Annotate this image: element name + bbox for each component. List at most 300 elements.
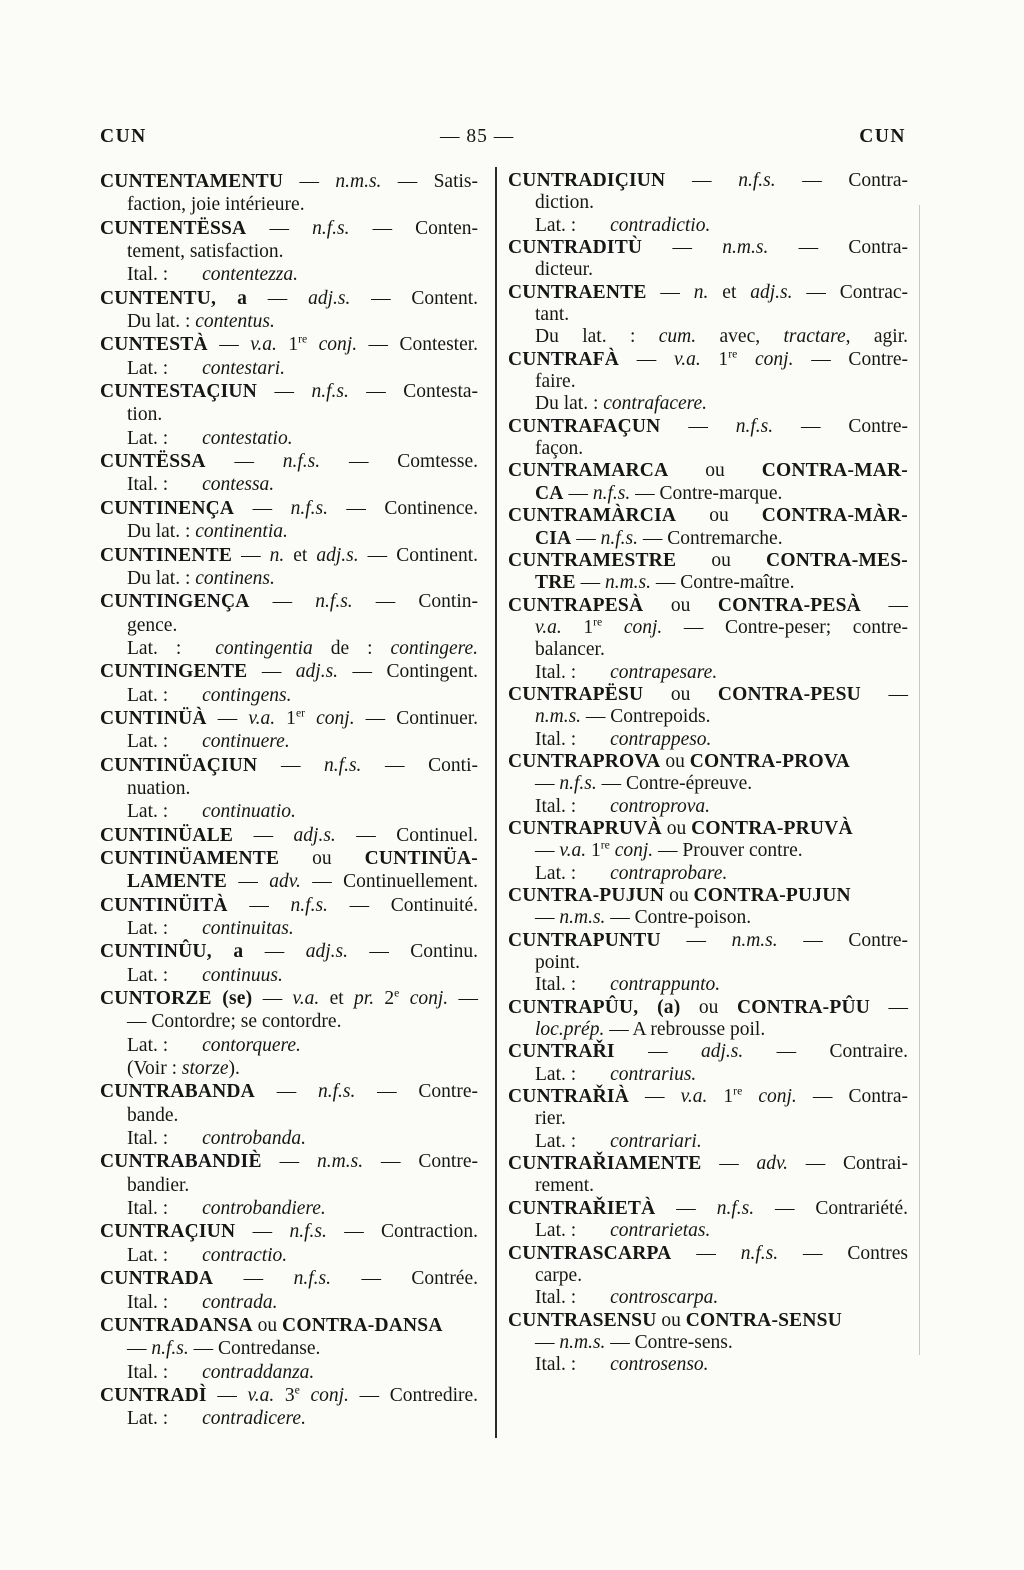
entry-line: Ital. : contrada. (127, 1291, 278, 1313)
text-run: re (728, 347, 738, 361)
entry-line: CUNTRAPUNTU — n.m.s. — Contre- (508, 929, 908, 951)
headword-text: CONTRA-PROVA (689, 750, 850, 772)
italic-text: conj. (614, 840, 654, 862)
dictionary-entry (100, 940, 478, 987)
dictionary-entry (508, 170, 908, 237)
dictionary-entry (100, 333, 478, 380)
dictionary-entry (100, 1267, 478, 1314)
column-divider (495, 167, 497, 1438)
text-run: er (295, 706, 306, 720)
italic-text: adj.s. (308, 287, 351, 309)
italic-text: n.f.s. (293, 1268, 331, 1290)
entry-line: CUNTRAŘI — adj.s. — Contraire. (508, 1041, 909, 1063)
dictionary-entry (508, 237, 908, 282)
headword-text: CUNTRASCARPA (508, 1242, 672, 1264)
entry-line: CUNTRADITÙ — n.m.s. — Contra- (508, 237, 908, 259)
entry-line: bandier. (127, 1174, 190, 1196)
entry-line: CUNTINENTE — n. et adj.s. — Continent. (100, 544, 478, 566)
dictionary-entry (508, 1198, 908, 1243)
entry-line: CUNTRADA — n.f.s. — Contrée. (100, 1268, 478, 1290)
dictionary-entry (508, 1243, 908, 1310)
italic-text: controbanda. (202, 1128, 306, 1150)
dictionary-entry (508, 1086, 908, 1153)
dictionary-entry (508, 416, 908, 461)
italic-text: contrada. (202, 1291, 278, 1313)
entry-line: CUNTINÜAÇIUN — n.f.s. — Conti- (100, 754, 478, 776)
entry-line: CUNTINGENTE — adj.s. — Contingent. (100, 661, 478, 683)
italic-text: contorquere. (202, 1034, 301, 1056)
dictionary-entry (508, 550, 908, 595)
italic-text: n.f.s. (716, 1197, 755, 1219)
headword-text: CUNTINENTE (100, 544, 233, 566)
dictionary-entry (508, 595, 908, 684)
headword-text: CUNTINGENÇA (100, 591, 250, 613)
entry-line: Lat. : contractio. (127, 1244, 288, 1266)
entry-line: diction. (535, 192, 595, 214)
dictionary-entry (100, 1150, 478, 1220)
headword-text: CUNTRA-PUJUN (508, 885, 665, 906)
headword-text: CUNTINÜAÇIUN (100, 754, 258, 776)
italic-text: tractare (783, 326, 846, 348)
headword-text: CUNTINÜITÀ (100, 894, 228, 916)
headword-text: CUNTORZE (se) (100, 988, 253, 1010)
headword-text: CUNTINGENTE (100, 661, 248, 683)
entry-line: CUNTRAMESTRE ou CONTRA-MES- (508, 549, 908, 571)
entry-line: CUNTRAPËSU ou CONTRA-PESU — (508, 683, 908, 705)
headword-text: CUNTRABANDIÈ (100, 1151, 262, 1173)
headword-text: LAMENTE (127, 871, 227, 893)
italic-text: continuere. (202, 731, 290, 753)
dictionary-entry (100, 287, 478, 334)
headword-text: CUNTRAPROVA (508, 750, 661, 772)
entry-line: Lat. : continuere. (127, 731, 290, 753)
entry-line: CUNTINÜAMENTE ou CUNTINÜA- (100, 847, 478, 869)
headword-text: CUNTRAPËSU (508, 683, 644, 705)
italic-text: controprova. (610, 795, 710, 817)
italic-text: adv. (269, 871, 301, 893)
entry-line: Lat. : contradictio. (535, 214, 711, 236)
entry-line: LAMENTE — adv. — Continuellement. (127, 871, 479, 893)
entry-line: CUNTRAPRUVÀ ou CONTRA-PRUVÀ (508, 817, 853, 839)
entry-line: Ital. : controsenso. (535, 1354, 709, 1376)
italic-text: n.m.s. (317, 1151, 364, 1173)
dictionary-entry (100, 450, 478, 497)
entry-line: Lat. : contestatio. (127, 427, 293, 449)
italic-text: n.f.s. (318, 1081, 356, 1103)
entry-line: tement, satisfaction. (127, 241, 284, 263)
running-head-right: CUN (859, 126, 906, 147)
entry-line: — n.f.s. — Contredanse. (127, 1338, 321, 1360)
entry-line: — n.f.s. — Contre-épreuve. (535, 773, 753, 795)
italic-text: contradictio. (610, 214, 711, 236)
entry-line: Lat. : continuatio. (127, 801, 296, 823)
entry-line: CUNTRAPROVA ou CONTRA-PROVA (508, 750, 850, 772)
entry-line: Lat. : contrarius. (535, 1063, 697, 1085)
entry-line: Lat. : continuus. (127, 964, 283, 986)
entry-line: — n.m.s. — Contre-sens. (535, 1331, 733, 1353)
entry-line: Ital. : contrappeso. (535, 728, 712, 750)
entry-line: façon. (535, 438, 584, 460)
entry-line: CUNTRADÌ — v.a. 3e conj. — Contredire. (100, 1383, 479, 1406)
entry-line: CUNTRASENSU ou CONTRA-SENSU (508, 1309, 842, 1331)
headword-text: CUNTRAÇIUN (100, 1221, 236, 1243)
left-column (100, 170, 478, 1431)
headword-text: CUNTRAŘI (508, 1041, 615, 1063)
dictionary-entry (508, 349, 908, 416)
entry-line: Du lat. : continentia. (127, 521, 288, 543)
dictionary-entry (100, 380, 478, 450)
headword-text: CUNTRAPUNTU (508, 929, 661, 951)
italic-text: contraddanza. (202, 1361, 315, 1383)
italic-text: continuatio. (202, 801, 296, 823)
page-edge-line (919, 205, 920, 1355)
italic-text: n.f.s. (740, 1242, 779, 1264)
entry-line: — v.a. 1re conj. — Prouver contre. (535, 838, 803, 862)
dictionary-entry (100, 1384, 478, 1431)
dictionary-entry (100, 824, 478, 847)
italic-text: v.a. (250, 334, 277, 356)
italic-text: v.a. (292, 988, 320, 1010)
entry-line: CUNTORZE (se) — v.a. et pr. 2e conj. — (100, 986, 478, 1010)
italic-text: n.f.s. (290, 894, 328, 916)
italic-text: contrariari. (610, 1130, 702, 1152)
italic-text: conj. (310, 1384, 349, 1406)
italic-text: n.m.s. (722, 237, 769, 259)
dictionary-entry (508, 1041, 908, 1086)
entry-line: CUNTESTÀ — v.a. 1re conj. — Contester. (100, 332, 479, 356)
italic-text: conj. (409, 988, 449, 1010)
headword-text: CUNTESTÀ (100, 334, 208, 356)
italic-text: contrarietas. (610, 1220, 711, 1242)
italic-text: adj.s. (750, 281, 793, 303)
dictionary-entry (508, 282, 908, 349)
italic-text: v.a. (559, 840, 587, 862)
headword-text: CUNTENTËSSA (100, 217, 247, 239)
italic-text: v.a. (247, 1384, 275, 1406)
headword-text: CUNTRAŘIETÀ (508, 1197, 656, 1219)
dictionary-entry (508, 997, 908, 1042)
italic-text: conj. (758, 1086, 797, 1108)
entry-line: CUNTËSSA — n.f.s. — Comtesse. (100, 451, 478, 473)
headword-text: CUNTINÜALE (100, 824, 234, 846)
entry-line: CIA — n.f.s. — Contremarche. (535, 527, 783, 549)
headword-text: CUNTRAPÛU, (a) (508, 996, 681, 1018)
italic-text: n.f.s. (289, 1221, 327, 1243)
entry-line: CUNTRAMÀRCIA ou CONTRA-MÀR- (508, 505, 908, 527)
italic-text: conj. (623, 616, 663, 638)
italic-text: n.f.s. (600, 527, 638, 549)
italic-text: n.m.s. (604, 572, 651, 594)
entry-line: CUNTRAENTE — n. et adj.s. — Contrac- (508, 281, 908, 303)
headword-text: CUNTRAPRUVÀ (508, 817, 662, 839)
headword-text: CUNTRAŘIÀ (508, 1086, 629, 1108)
italic-text: contrapesare. (610, 661, 718, 683)
italic-text: contestatio. (202, 427, 293, 449)
italic-text: n.f.s. (315, 591, 353, 613)
italic-text: n.m.s. (559, 1331, 606, 1353)
italic-text: conj. (318, 334, 358, 356)
entry-line: CA — n.f.s. — Contre-marque. (535, 482, 783, 504)
italic-text: v.a. (673, 348, 701, 370)
dictionary-entry (100, 754, 478, 824)
entry-line: CUNTENTËSSA — n.f.s. — Conten- (100, 217, 479, 239)
entry-line: (Voir : storze). (127, 1058, 240, 1080)
dictionary-entry (508, 885, 908, 930)
headword-text: CUNTRAMARCA (508, 460, 669, 482)
italic-text: pr. (354, 988, 375, 1010)
headword-text: CONTRA-PUJUN (693, 885, 851, 906)
dictionary-entry (100, 590, 478, 660)
entry-line: faction, joie intérieure. (127, 194, 305, 216)
dictionary-entry (100, 894, 478, 941)
italic-text: controsenso. (610, 1354, 709, 1376)
entry-line: Lat. : contingens. (127, 684, 292, 706)
dictionary-entry (508, 930, 908, 997)
italic-text: v.a. (248, 707, 276, 729)
headword-text: CUNTRADANSA (100, 1314, 253, 1336)
headword-text: CUNTRAENTE (508, 281, 647, 303)
italic-text: contestari. (202, 357, 286, 379)
headword-text: CUNTINÜÀ (100, 707, 207, 729)
italic-text: controscarpa. (610, 1287, 719, 1309)
entry-line: balancer. (535, 639, 605, 661)
italic-text: n.f.s. (735, 415, 774, 437)
text-run: re (298, 332, 308, 346)
dictionary-entry (100, 847, 478, 894)
italic-text: n.m.s. (535, 706, 582, 728)
text-run: re (593, 615, 603, 629)
dictionary-entry (508, 684, 908, 751)
dictionary-entry (508, 1153, 908, 1198)
entry-line: CUNTRAŘIETÀ — n.f.s. — Contrariété. (508, 1197, 908, 1219)
dictionary-entry (100, 987, 478, 1080)
dictionary-entry (100, 1220, 478, 1267)
dictionary-entry (100, 660, 478, 707)
entry-line: Ital. : contrappunto. (535, 974, 721, 996)
headword-text: CONTRA-PESÀ (717, 594, 861, 616)
entry-line: CUNTRAFÀ — v.a. 1re conj. — Contre- (508, 347, 908, 370)
italic-text: n.m.s. (559, 907, 606, 929)
entry-line: CUNTINENÇA — n.f.s. — Continence. (100, 497, 479, 519)
text-run: e (394, 986, 400, 1000)
entry-line: Ital. : contessa. (127, 474, 275, 496)
entry-line: CUNTRAÇIUN — n.f.s. — Contraction. (100, 1221, 478, 1243)
headword-text: CUNTRADIÇIUN (508, 170, 666, 191)
dictionary-entry (100, 544, 478, 591)
italic-text: conj. (316, 707, 355, 729)
italic-text: adj.s. (700, 1041, 744, 1063)
italic-text: n.f.s. (324, 754, 362, 776)
headword-text: CONTRA-PESU (717, 683, 861, 705)
italic-text: contractio. (202, 1244, 288, 1266)
text-run: e (294, 1383, 300, 1397)
italic-text: adv. (756, 1153, 789, 1175)
dictionary-entry (508, 818, 908, 885)
italic-text: n.f.s. (151, 1338, 189, 1360)
headword-text: CONTRA-PÛU (736, 996, 871, 1018)
entry-line: bande. (127, 1104, 179, 1126)
dictionary-entry (100, 170, 478, 217)
entry-line: Lat. : contingentia de : contingere. (127, 637, 478, 659)
entry-line: Ital. : contraddanza. (127, 1361, 315, 1383)
running-head-left: CUN (100, 126, 147, 147)
dictionary-entry (100, 707, 478, 754)
dictionary-entry (100, 1080, 478, 1150)
entry-line: Lat. : contraprobare. (535, 862, 728, 884)
dictionary-entry (508, 505, 908, 550)
headword-text: CUNTRAPESÀ (508, 594, 644, 616)
headword-text: CONTRA-SENSU (685, 1309, 842, 1331)
text-run: re (600, 838, 610, 852)
headword-text: CUNTRAMESTRE (508, 549, 677, 571)
entry-line: nuation. (127, 777, 191, 799)
entry-line: tant. (535, 304, 570, 326)
italic-text: contingentia (215, 637, 313, 659)
italic-text: adj.s. (293, 824, 336, 846)
headword-text: CUNTRAFÀ (508, 348, 620, 370)
italic-text: contentezza. (202, 264, 299, 286)
italic-text: adj.s. (295, 661, 339, 683)
entry-line: CUNTESTAÇIUN — n.f.s. — Contesta- (100, 381, 479, 403)
headword-text: TRE (535, 572, 576, 594)
italic-text: contradicere. (202, 1408, 306, 1430)
entry-line: — Contordre; se contordre. (127, 1011, 342, 1033)
entry-line: Lat. : continuitas. (127, 918, 294, 939)
entry-line: Lat. : contorquere. (127, 1034, 301, 1056)
italic-text: continuitas. (202, 918, 294, 939)
entry-line: CUNTINÛU, a — adj.s. — Continu. (100, 941, 479, 963)
headword-text: CUNTRADITÙ (508, 237, 643, 259)
page-number: — 85 — (440, 126, 515, 147)
entry-line: tion. (127, 404, 163, 426)
headword-text: CA (535, 482, 564, 504)
headword-text: CUNTRAŘIAMENTE (508, 1153, 702, 1175)
entry-line: CUNTRAŘIÀ — v.a. 1re conj. — Contra- (508, 1084, 909, 1108)
italic-text: adj.s. (316, 544, 359, 566)
entry-line: Ital. : contrapesare. (535, 661, 718, 683)
italic-text: contrappeso. (610, 728, 712, 750)
entry-line: Ital. : controbandiere. (127, 1198, 326, 1220)
italic-text: contrafacere. (603, 393, 708, 415)
italic-text: n.f.s. (311, 381, 349, 403)
entry-line: CUNTRABANDA — n.f.s. — Contre- (100, 1081, 478, 1103)
entry-line: CUNTRADIÇIUN — n.f.s. — Contra- (508, 170, 908, 191)
italic-text: n.f.s. (592, 482, 631, 504)
entry-line: gence. (127, 614, 178, 636)
entry-line: n.m.s. — Contrepoids. (535, 706, 711, 728)
headword-text: CONTRA-PRUVÀ (691, 817, 853, 839)
entry-line: Ital. : controprova. (535, 795, 710, 817)
headword-text: CUNTINENÇA (100, 497, 235, 519)
right-column (508, 170, 908, 1377)
italic-text: n.f.s. (559, 773, 597, 795)
italic-text: n.f.s. (282, 451, 321, 473)
italic-text: n.f.s. (738, 170, 776, 191)
italic-text: v.a. (535, 616, 562, 638)
headword-text: CUNTINÜA- (364, 847, 478, 869)
headword-text: CONTRA-DANSA (282, 1314, 443, 1336)
italic-text: v.a. (680, 1086, 708, 1108)
entry-line: loc.prép. — A rebrousse poil. (535, 1019, 766, 1041)
entry-line: CUNTINÜITÀ — n.f.s. — Continuité. (100, 894, 478, 916)
headword-text: CIA (535, 527, 572, 549)
entry-line: Ital. : contentezza. (127, 264, 299, 286)
italic-text: contessa. (202, 474, 275, 496)
italic-text: conj. (755, 348, 794, 370)
entry-line: rement. (535, 1175, 595, 1197)
text-run: re (733, 1084, 743, 1098)
entry-line: Lat. : contrarietas. (535, 1220, 711, 1242)
italic-text: n.f.s. (290, 497, 328, 519)
italic-text: continuus. (202, 964, 283, 986)
page-header (100, 126, 906, 152)
italic-text: cum. (658, 326, 697, 348)
headword-text: CUNTRADÌ (100, 1384, 207, 1406)
entry-line: Du lat. : continens. (127, 567, 275, 589)
entry-line: Lat. : contradicere. (127, 1408, 306, 1430)
entry-line: faire. (535, 371, 576, 393)
headword-text: CUNTRAFAÇUN (508, 415, 661, 437)
dictionary-entry (100, 217, 478, 287)
italic-text: n. (269, 544, 285, 566)
entry-line: CUNTRAFAÇUN — n.f.s. — Contre- (508, 415, 908, 437)
entry-line: Ital. : controbanda. (127, 1128, 306, 1150)
headword-text: CONTRA-MES- (766, 549, 908, 571)
italic-text: storze (181, 1058, 229, 1080)
italic-text: contrarius. (610, 1063, 697, 1085)
italic-text: contraprobare. (610, 862, 728, 884)
entry-line: TRE — n.m.s. — Contre-maître. (535, 572, 795, 594)
headword-text: CUNTRASENSU (508, 1309, 657, 1331)
headword-text: CUNTENTU, a (100, 287, 248, 309)
entry-line: CUNTRADANSA ou CONTRA-DANSA (100, 1314, 443, 1336)
entry-line: v.a. 1re conj. — Contre-peser; contre- (535, 615, 909, 638)
headword-text: CUNTRABANDA (100, 1081, 255, 1103)
entry-line: CUNTINÜÀ — v.a. 1er conj. — Continuer. (100, 706, 479, 729)
entry-line: CUNTRAPÛU, (a) ou CONTRA-PÛU — (508, 996, 909, 1018)
italic-text: continens. (195, 567, 275, 589)
entry-line: dicteur. (535, 259, 593, 281)
entry-line: CUNTRABANDIÈ — n.m.s. — Contre- (100, 1151, 478, 1173)
entry-line: rier. (535, 1108, 566, 1130)
entry-line: carpe. (535, 1264, 583, 1286)
entry-line: CUNTRA-PUJUN ou CONTRA-PUJUN (508, 885, 851, 906)
dictionary-entry (100, 497, 478, 544)
italic-text: n. (693, 281, 709, 303)
headword-text: CONTRA-MAR- (761, 460, 908, 482)
italic-text: contingens. (202, 684, 292, 706)
dictionary-entry (508, 1310, 908, 1377)
italic-text: controbandiere. (202, 1198, 326, 1220)
entry-line: Du lat. : contentus. (127, 311, 275, 333)
italic-text: contentus. (195, 311, 275, 333)
entry-line: CUNTRAŘIAMENTE — adv. — Contrai- (508, 1153, 908, 1175)
headword-text: CUNTËSSA (100, 451, 206, 473)
headword-text: CONTRA-MÀR- (761, 505, 908, 527)
headword-text: CUNTENTAMENTU (100, 171, 284, 192)
italic-text: contingere. (390, 637, 478, 659)
entry-line: CUNTINÜALE — adj.s. — Continuel. (100, 824, 479, 846)
italic-text: adj.s. (305, 941, 348, 963)
entry-line: Lat. : contestari. (127, 357, 286, 379)
entry-line: point. (535, 952, 580, 974)
headword-text: CUNTRADA (100, 1268, 214, 1290)
italic-text: loc.prép. (535, 1019, 605, 1041)
headword-text: CUNTRAMÀRCIA (508, 505, 677, 527)
headword-text: CUNTINÜAMENTE (100, 847, 280, 869)
headword-text: CUNTINÛU, a (100, 941, 244, 963)
entry-line: CUNTINGENÇA — n.f.s. — Contin- (100, 591, 478, 613)
